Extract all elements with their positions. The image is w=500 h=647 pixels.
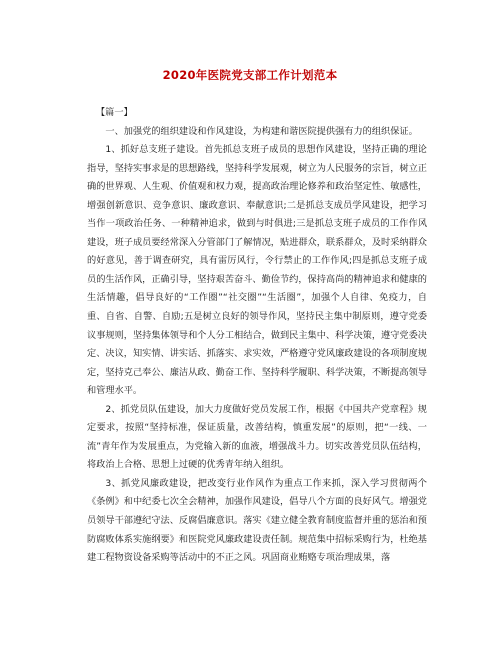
paragraph-item-3: 3、抓党风廉政建设，把改变行业作风作为重点工作来抓，深入学习贯彻两个《条例》和中纪委七次全会精神，加强作风建设，倡导八个方面的良好风气。增强党员领导干部遵纪守法、反腐倡廉意识。落实《建立健全教育制度监督并重的惩治和预防腐败体系实施纲要》和医院党风廉政建设责任制。规范集中招标采购行为，杜绝基建工程物资设备采购等活动中的不正之风。巩固商业贿赂专项治理成果，落 <box>87 477 427 564</box>
paragraph-item-1: 1、抓好总支班子建设。首先抓总支班子成员的思想作风建设，坚持正确的理论指导，坚持实事求是的思想路线，坚持科学发展观，树立为人民服务的宗旨，树立正确的世界观、人生观、价值观和权力观，提高政治理论修养和政治坚定性、敏感性，增强创新意识、竞争意识、廉政意识、奉献意识;二是抓总支成员学风建设，把学习当作一项政治任务、一种精神追求，做到与时俱进;三是抓总支班子成员的工作作风建设，班子成员要经常深入分管部门了解情况，贴进群众，联系群众，及时采纳群众的好意见，善于调查研究，具有雷厉风行，令行禁止的工作作风;四是抓总支班子成员的生活作风，正确引导，坚持艰苦奋斗、勤俭节约，保持高尚的精神追求和健康的生活情趣，倡导良好的“工作圈”“社交圈”“生活圈”，加强个人自律、免疫力，自重、自省、自警、自励;五是树立良好的领导作风，坚持民主集中制原则，遵守党委议事规则，坚持集体领导和个人分工相结合，做到民主集中、科学决策，遵守党委决定、决议，知实情、讲实话、抓落实、求实效，严格遵守党风廉政建设的各项制度规定，坚持克己奉公、廉洁从政、勤奋工作、坚持科学履职、科学决策，不断提高领导和管理水平。 <box>87 144 427 397</box>
document-title: 2020年医院党支部工作计划范本 <box>162 68 338 82</box>
paragraph-heading: 一、加强党的组织建设和作风建设，为构建和谐医院提供强有力的组织保证。 <box>105 125 418 137</box>
section-label: 【篇一】 <box>96 107 133 118</box>
paragraph-item-2: 2、抓党员队伍建设，加大力度做好党员发展工作，根据《中国共产党章程》规定要求，按照“坚持标准，保证质量，改善结构，慎重发展”的原则，把“一线、一流”青年作为发展重点，为党输入新的血液，增强战斗力。切实改善党员队伍结构，将政治上合格、思想上过硬的优秀青年纳入组织。 <box>87 403 427 471</box>
document-body <box>87 104 427 568</box>
